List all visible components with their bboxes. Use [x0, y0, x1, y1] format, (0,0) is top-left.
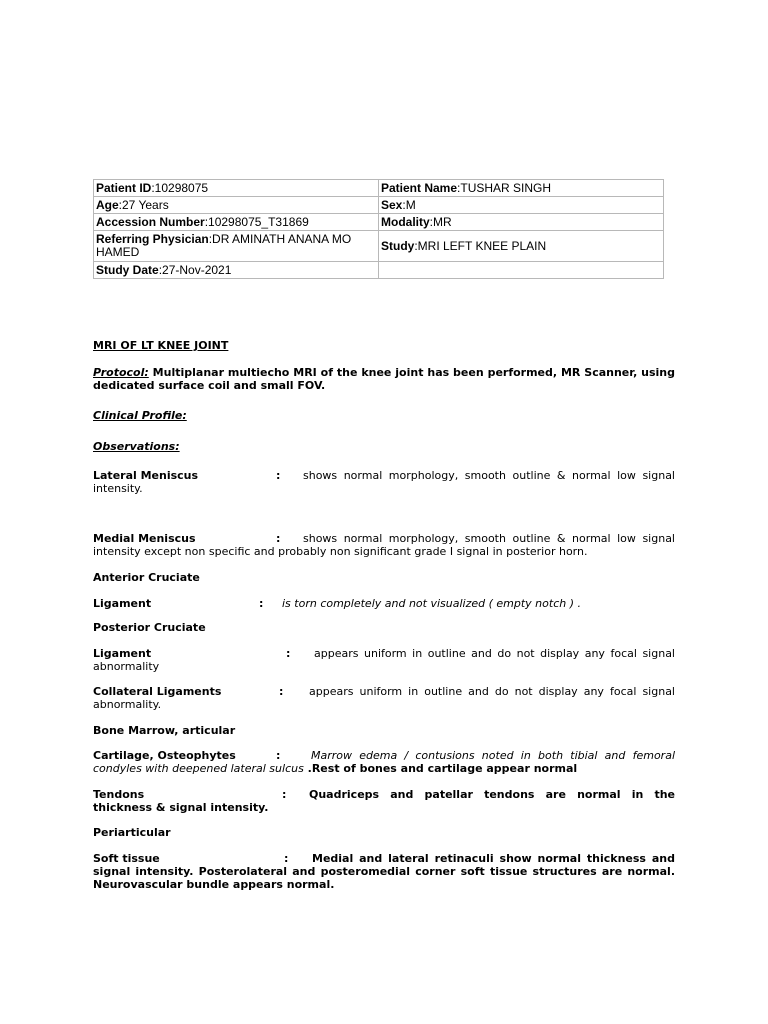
- table-row: [94, 214, 664, 231]
- study-date-cell: [94, 262, 379, 279]
- sex-cell: [379, 197, 664, 214]
- protocol-paragraph: [93, 366, 675, 392]
- collateral-ligaments-desc: appears uniform in outline and do not display any focal signal abnormality.: [93, 685, 675, 711]
- soft-tissue-term: Soft tissue: [93, 852, 160, 865]
- sex-label: Sex: [381, 197, 403, 212]
- colon: :: [286, 647, 291, 660]
- clinical-profile-heading: Clinical Profile:: [93, 409, 187, 422]
- cartilage-desc-italic: Marrow edema / contusions noted in both tibial and femoral condyles with deepened lateral sulcus: [93, 749, 675, 775]
- acl-term: Ligament: [93, 597, 152, 610]
- acl-entry: [93, 597, 675, 610]
- table-row: [94, 197, 664, 214]
- bone-marrow-heading: Bone Marrow, articular: [93, 724, 236, 737]
- colon: :: [276, 469, 281, 482]
- medial-meniscus-entry: [93, 532, 675, 558]
- acl-desc: is torn completely and not visualized ( empty notch ) .: [282, 597, 581, 610]
- referring-physician-cell: [94, 231, 379, 262]
- lateral-meniscus-desc: shows normal morphology, smooth outline & normal low signal intensity.: [93, 469, 675, 495]
- colon: :: [284, 852, 289, 865]
- study-date-value: :27-Nov-2021: [158, 262, 232, 277]
- colon: :: [276, 532, 281, 545]
- study-date-label: Study Date: [96, 262, 159, 277]
- accession-value: :10298075_T31869: [204, 214, 309, 229]
- sex-value: :M: [402, 197, 416, 212]
- patient-id-label: Patient ID: [96, 180, 152, 195]
- report-title: MRI OF LT KNEE JOINT: [93, 339, 229, 352]
- lateral-meniscus-entry: [93, 469, 675, 495]
- collateral-ligaments-term: Collateral Ligaments: [93, 685, 222, 698]
- medial-meniscus-desc: shows normal morphology, smooth outline & normal low signal intensity except non specific and probably non significant grade I signal in posterior horn.: [93, 532, 675, 558]
- patient-id-value: :10298075: [151, 180, 209, 195]
- pcl-entry: [93, 647, 675, 673]
- medial-meniscus-term: Medial Meniscus: [93, 532, 196, 545]
- modality-value: :MR: [429, 214, 452, 229]
- modality-cell: [379, 214, 664, 231]
- empty-cell: [379, 262, 664, 279]
- colon: :: [276, 749, 281, 762]
- patient-id-cell: [94, 180, 379, 197]
- observations-heading: Observations:: [93, 440, 180, 453]
- acl-heading: Anterior Cruciate: [93, 571, 200, 584]
- colon: :: [282, 788, 287, 801]
- cartilage-desc-rest: .Rest of bones and cartilage appear normal: [303, 762, 578, 775]
- table-row: [94, 180, 664, 197]
- age-label: Age: [96, 197, 119, 212]
- modality-label: Modality: [381, 214, 430, 229]
- pcl-term: Ligament: [93, 647, 152, 660]
- patient-name-cell: [379, 180, 664, 197]
- age-value: :27 Years: [118, 197, 169, 212]
- study-cell: [379, 231, 664, 262]
- lateral-meniscus-term: Lateral Meniscus: [93, 469, 199, 482]
- table-row: [94, 262, 664, 279]
- colon: :: [279, 685, 284, 698]
- referring-physician-label: Referring Physician: [96, 232, 209, 246]
- patient-info-table: [93, 179, 664, 279]
- age-cell: [94, 197, 379, 214]
- referring-physician-value: :DR AMINATH ANANA MO HAMED: [96, 232, 352, 259]
- protocol-text: Multiplanar multiecho MRI of the knee joint has been performed, MR Scanner, using dedicated surface coil and small FOV.: [93, 366, 675, 392]
- tendons-term: Tendons: [93, 788, 145, 801]
- accession-label: Accession Number: [96, 214, 205, 229]
- patient-name-label: Patient Name: [381, 180, 458, 195]
- protocol-label: Protocol:: [93, 366, 149, 379]
- pcl-heading: Posterior Cruciate: [93, 621, 206, 634]
- periarticular-heading: Periarticular: [93, 826, 171, 839]
- cartilage-entry: [93, 749, 675, 775]
- patient-name-value: :TUSHAR SINGH: [457, 180, 552, 195]
- study-label: Study: [381, 238, 415, 253]
- accession-cell: [94, 214, 379, 231]
- soft-tissue-entry: [93, 852, 675, 891]
- tendons-desc: Quadriceps and patellar tendons are normal in the thickness & signal intensity.: [93, 788, 675, 814]
- colon: :: [259, 597, 264, 610]
- table-row: [94, 231, 664, 262]
- tendons-entry: [93, 788, 675, 814]
- study-value: :MRI LEFT KNEE PLAIN: [414, 238, 547, 253]
- collateral-ligaments-entry: [93, 685, 675, 711]
- pcl-desc: appears uniform in outline and do not display any focal signal abnormality: [93, 647, 675, 673]
- cartilage-term: Cartilage, Osteophytes: [93, 749, 236, 762]
- soft-tissue-desc: Medial and lateral retinaculi show normal thickness and signal intensity. Posterolateral and posteromedial corner soft tissue structures are normal. Neurovascular bundle appears normal.: [93, 852, 675, 891]
